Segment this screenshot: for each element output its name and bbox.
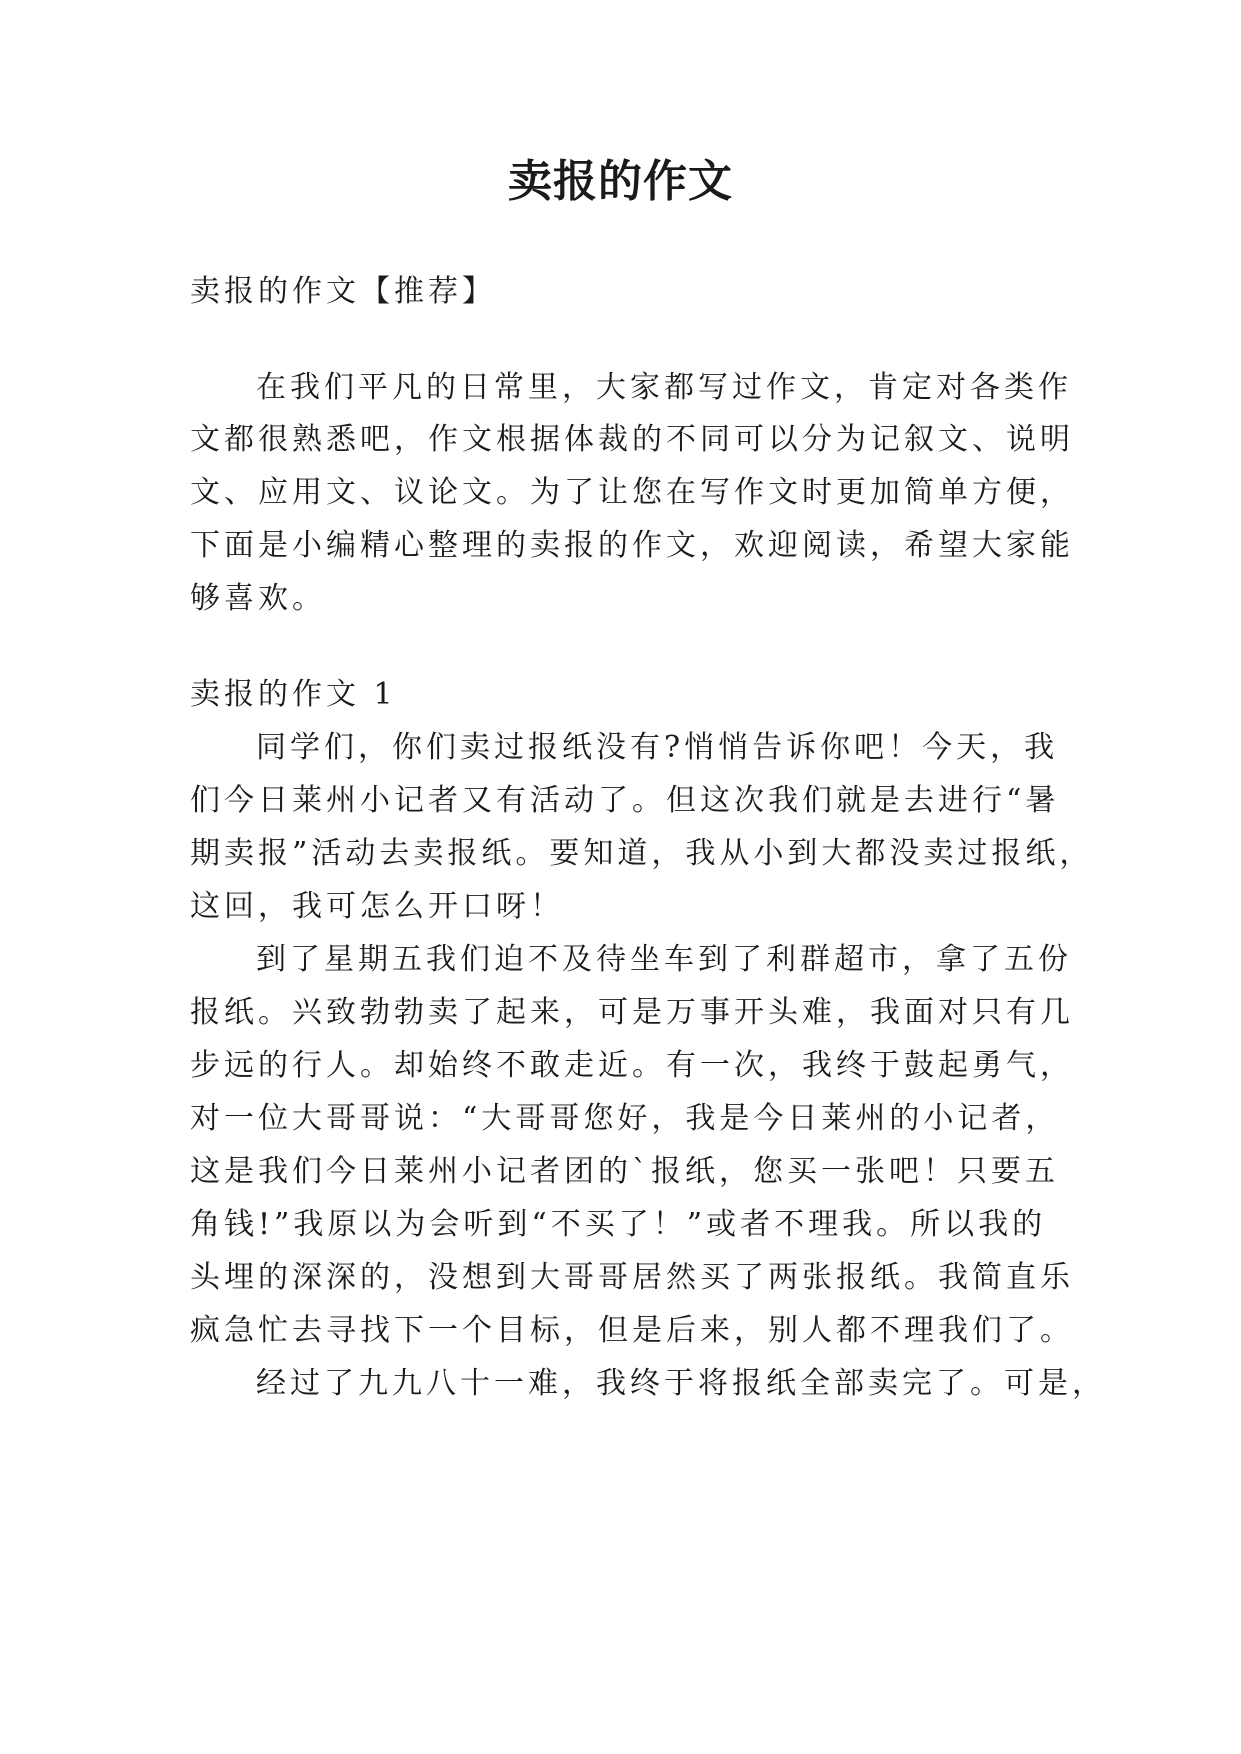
paragraph-line: 到了星期五我们迫不及待坐车到了利群超市，拿了五份 <box>256 942 1072 977</box>
intro-line: 下面是小编精心整理的卖报的作文，欢迎阅读，希望大家能 <box>190 528 1074 563</box>
paragraph-line: 报纸。兴致勃勃卖了起来，可是万事开头难，我面对只有几 <box>190 995 1074 1030</box>
document-subtitle: 卖报的作文【推荐】 <box>190 274 496 309</box>
paragraph-line: 角钱!”我原以为会听到“不买了！”或者不理我。所以我的 <box>190 1207 1047 1242</box>
intro-line: 文、应用文、议论文。为了让您在写作文时更加简单方便， <box>190 475 1074 510</box>
paragraph-line: 这回，我可怎么开口呀！ <box>190 889 564 924</box>
document-title: 卖报的作文 <box>508 156 733 207</box>
paragraph-line: 对一位大哥哥说：“大哥哥您好，我是今日莱州的小记者， <box>190 1101 1060 1136</box>
paragraph-line: 这是我们今日莱州小记者团的`报纸，您买一张吧！只要五 <box>190 1154 1059 1189</box>
intro-line: 够喜欢。 <box>190 581 326 616</box>
intro-line: 在我们平凡的日常里，大家都写过作文，肯定对各类作 <box>256 370 1072 405</box>
paragraph-line: 同学们，你们卖过报纸没有?悄悄告诉你吧！今天，我 <box>256 730 1059 765</box>
paragraph-line: 疯急忙去寻找下一个目标，但是后来，别人都不理我们了。 <box>190 1313 1074 1348</box>
section-heading: 卖报的作文 1 <box>190 677 397 712</box>
paragraph-line: 步远的行人。却始终不敢走近。有一次，我终于鼓起勇气， <box>190 1048 1074 1083</box>
paragraph-line: 头埋的深深的，没想到大哥哥居然买了两张报纸。我简直乐 <box>190 1260 1074 1295</box>
paragraph-line: 经过了九九八十一难，我终于将报纸全部卖完了。可是， <box>256 1366 1106 1401</box>
paragraph-line: 们今日莱州小记者又有活动了。但这次我们就是去进行“暑 <box>190 783 1060 818</box>
intro-line: 文都很熟悉吧，作文根据体裁的不同可以分为记叙文、说明 <box>190 422 1074 457</box>
paragraph-line: 期卖报”活动去卖报纸。要知道，我从小到大都没卖过报纸， <box>190 836 1094 871</box>
